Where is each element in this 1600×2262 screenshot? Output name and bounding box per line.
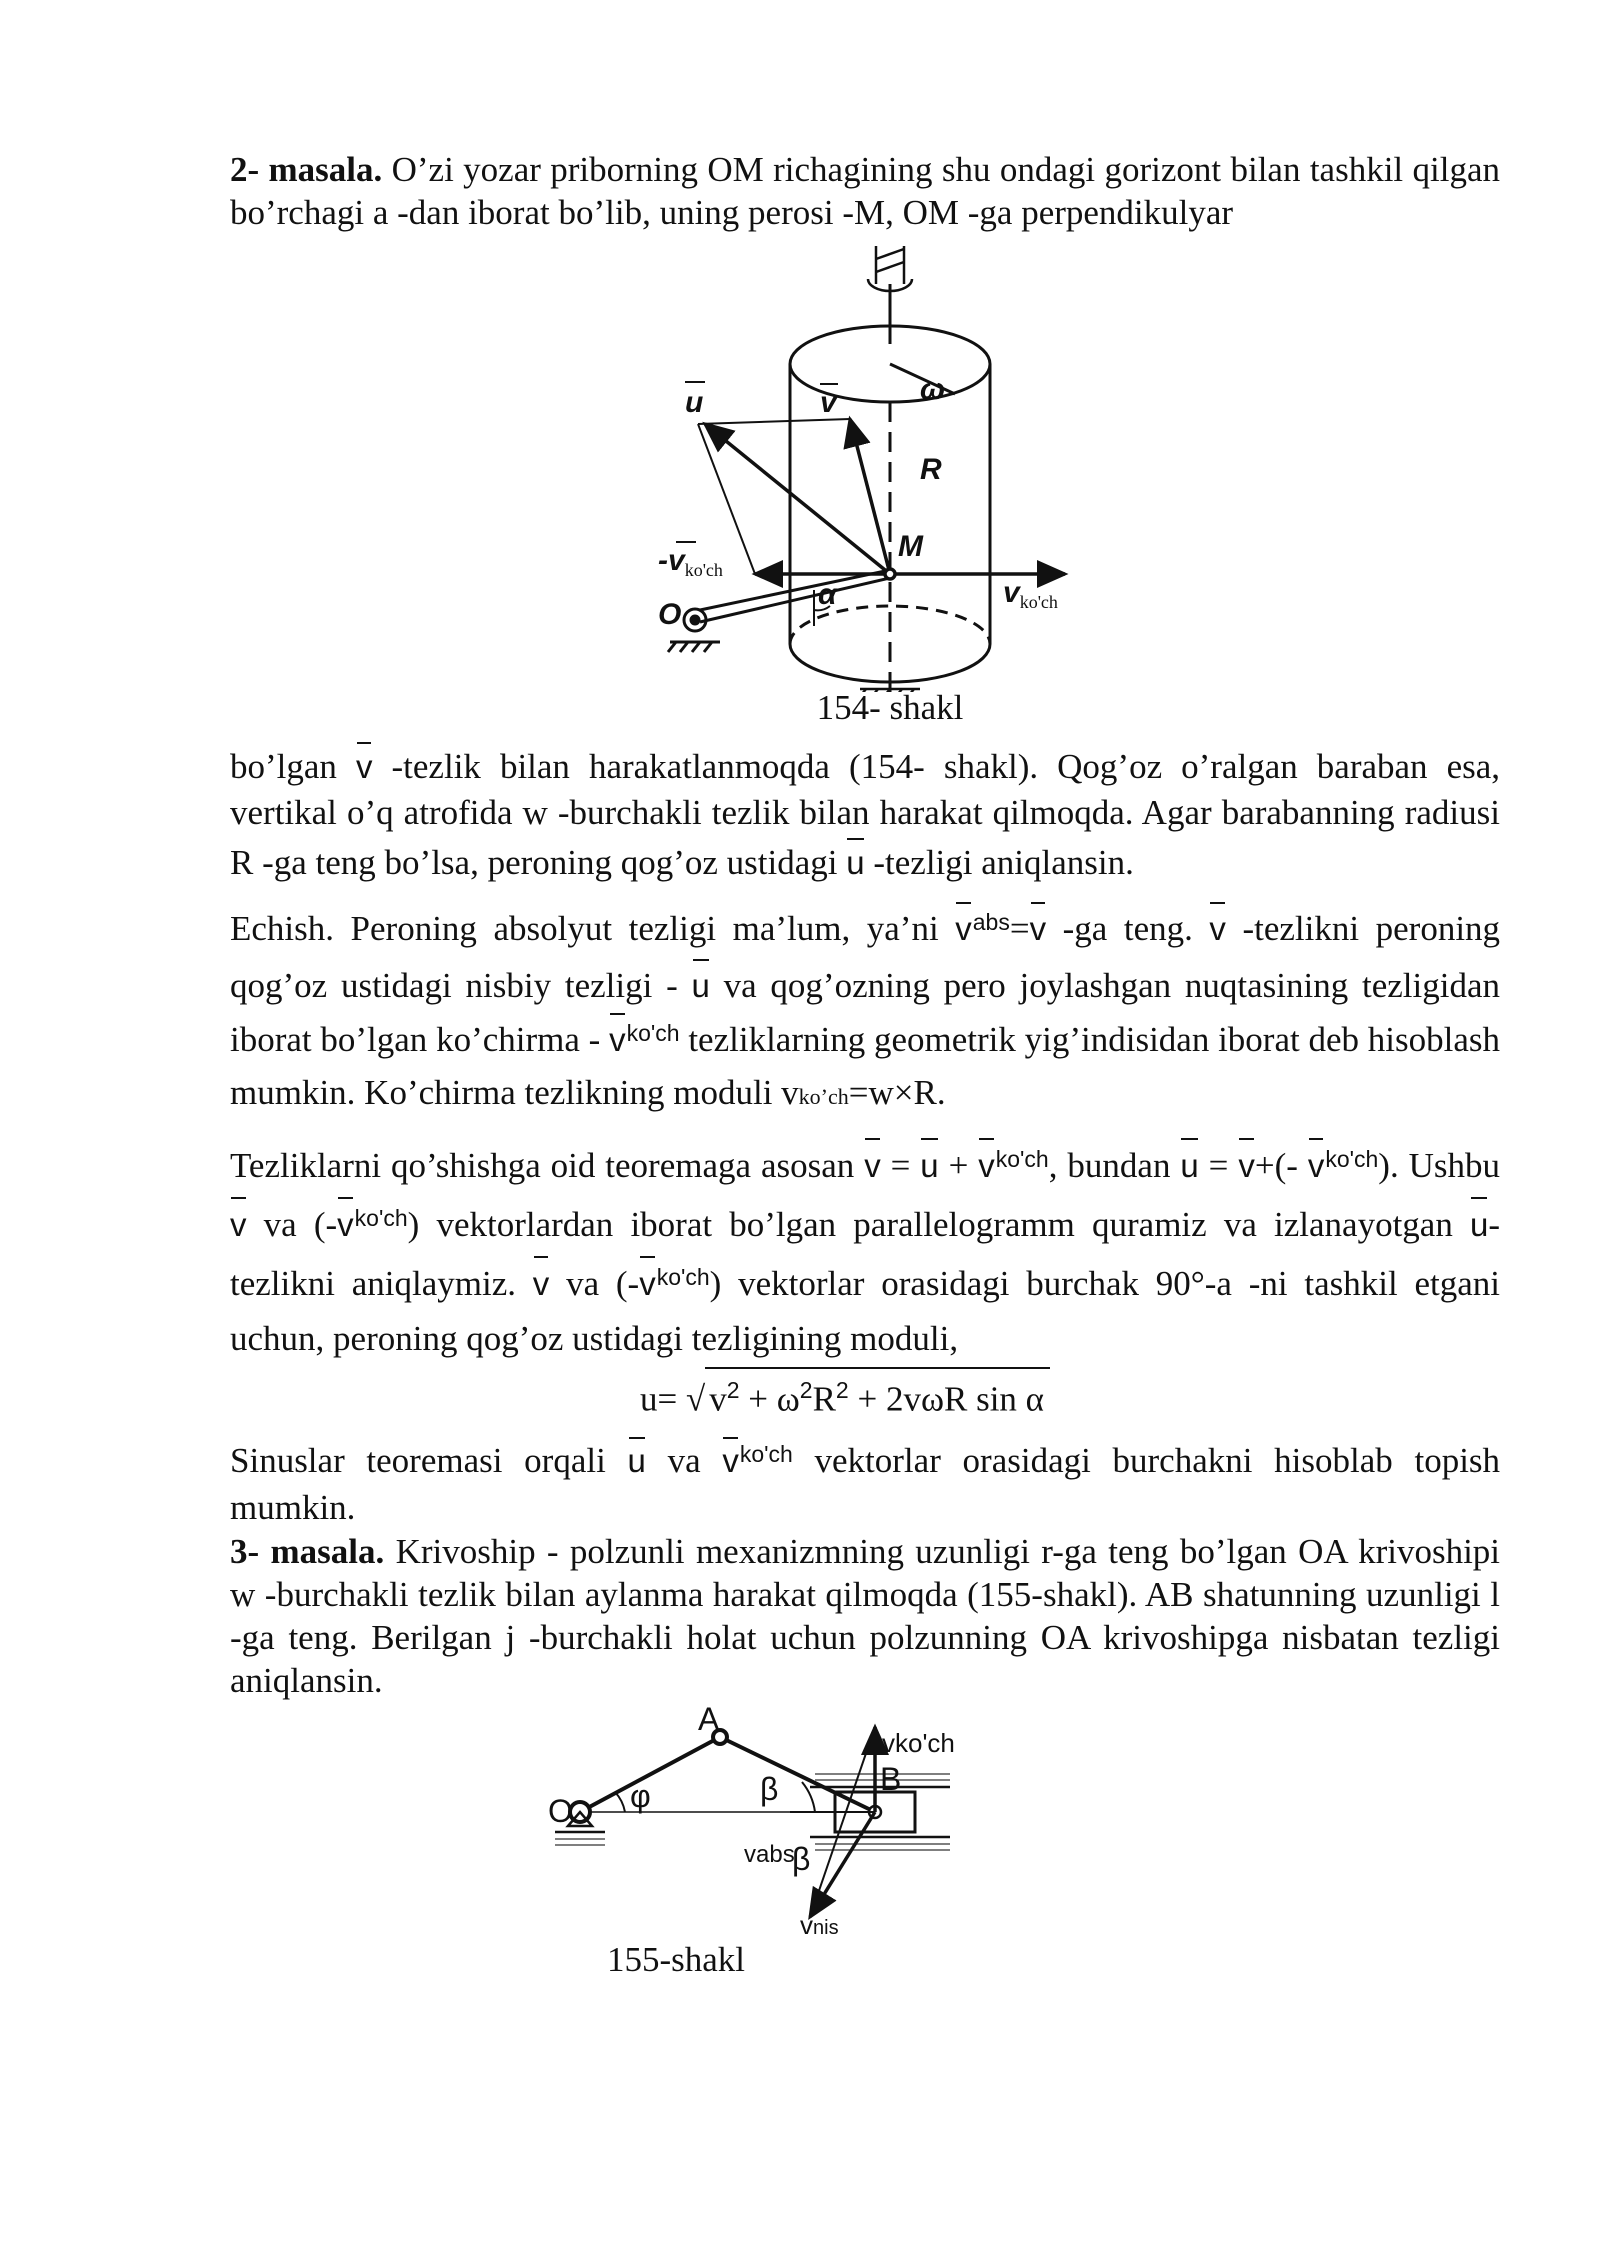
text: -ga teng. <box>1062 909 1193 948</box>
text: -tezlikni aniqlaymiz. <box>230 1205 1500 1303</box>
text: va qog’ozning pero joylashgan nuqtasining tezligidan iborat bo’lgan ko’chirma - <box>230 966 1501 1059</box>
label-R: R <box>920 453 942 486</box>
velocity-vectors-155 <box>790 1727 875 1917</box>
formula-exponent: 2 <box>726 1377 740 1403</box>
text: ) vektorlardan iborat bo’lgan parallelogramm quramiz va izlanayotgan <box>407 1205 1453 1244</box>
problem2-paragraph-1 <box>230 740 1500 886</box>
velocity-vectors <box>698 419 1065 579</box>
text: Tezliklarni qo’shishga oid teoremaga asosan <box>230 1146 855 1185</box>
subscript: ko'ch <box>1325 1146 1379 1172</box>
label-v-abs: vabs <box>744 1840 795 1868</box>
mechanism <box>568 1730 915 1832</box>
vector-v: v <box>1030 900 1047 954</box>
label-beta-1: β <box>760 1770 779 1807</box>
problem3-heading: 3- masala. <box>230 1531 385 1571</box>
label-phi: φ <box>630 1777 651 1814</box>
vector-u: u <box>1180 1136 1198 1192</box>
subscript: ko'ch <box>656 1264 710 1290</box>
document-page <box>230 148 1500 1982</box>
text: bo’lgan <box>230 747 337 786</box>
text: = <box>1208 1146 1229 1185</box>
velocity-formula: u= √ $v^2 + \omega^2R^2 + 2v\omega R$ sin α <box>190 1367 1500 1421</box>
vector-u: u <box>1470 1195 1488 1251</box>
text: va (- <box>566 1264 640 1303</box>
text: -tezlikni peroning qog’oz ustidagi nisbiy tezligi - <box>230 909 1501 1005</box>
vector-v: v <box>864 1136 881 1192</box>
vector-v: v <box>722 1435 739 1483</box>
problem2-paragraph-3 <box>230 1136 1500 1365</box>
subscript: ko'ch <box>354 1205 408 1231</box>
text: -tezlik bilan harakatlanmoqda (154- shakl). Qog’oz o’ralgan baraban esa, vertikal o’q atrofida w -burchakli tezlik bilan harakat qilmoqda. Agar barabanning radiusi R -ga teng bo’lsa, peroning qog’oz ustidagi <box>230 747 1501 882</box>
label-M: M <box>898 530 923 563</box>
text: ). Ushbu <box>1378 1146 1501 1185</box>
subscript: ko'ch <box>626 1020 680 1046</box>
text: ) vektorlar orasidagi burchak 90°-a -ni tashkil etgani uchun, peroning qog’oz ustidagi tezligining moduli, <box>230 1264 1501 1358</box>
formula-exponent: 2 <box>835 1377 849 1403</box>
subscript: ko’ch <box>798 1084 849 1109</box>
vector-v: v <box>337 1195 354 1251</box>
figure-154-overbars <box>676 382 1021 574</box>
text: , bundan <box>1048 1146 1171 1185</box>
label-v-kooch: vko'ch <box>882 1727 955 1758</box>
label-u: u <box>685 386 704 419</box>
label-alpha: α <box>818 578 837 611</box>
label-v-nis: vnis <box>800 1909 839 1940</box>
text: = <box>890 1146 911 1185</box>
figure-154-caption: 154- shakl <box>816 688 964 727</box>
label-A: A <box>698 1701 720 1737</box>
vector-v: v <box>356 740 373 790</box>
label-v-kooch: $v_{ko'ch}$ <box>1003 576 1058 612</box>
text: va (- <box>263 1205 338 1244</box>
text: +(- <box>1254 1146 1298 1185</box>
formula-radicand <box>705 1367 1050 1421</box>
formula-lhs: u= <box>639 1379 678 1419</box>
vector-v: v <box>1238 1136 1255 1192</box>
label-v: v <box>820 386 837 419</box>
vector-v: v <box>1209 900 1226 954</box>
drum <box>790 284 990 692</box>
figure-154 <box>230 234 1500 730</box>
text: va <box>667 1440 701 1480</box>
vector-v: v <box>609 1011 626 1065</box>
figure-154-labels <box>658 373 1058 631</box>
label-neg-v-kooch: $-v_{ko'ch}$ <box>658 544 723 580</box>
label-B: B <box>880 1760 902 1797</box>
text: =w×R. <box>848 1073 946 1112</box>
text: = <box>1009 909 1030 948</box>
problem2-paragraph-2 <box>230 900 1500 1122</box>
subscript: ko'ch <box>739 1440 793 1467</box>
text: -tezligi aniqlansin. <box>873 843 1134 882</box>
label-omega: ω <box>920 373 946 406</box>
formula-part: R <box>812 1379 836 1419</box>
label-beta-2: β <box>792 1840 811 1877</box>
problem2-intro-text: O’zi yozar priborning OM richagining shu ondagi gorizont bilan tashkil qilgan bo’rchagi a -dan iborat bo’lib, uning perosi -M, OM -ga perpendikulyar <box>230 150 1500 232</box>
problem3-body: Krivoship - polzunli mexanizmning uzunligi r-ga teng bo’lgan OA krivoshipi w -burchakli tezlik bilan aylanma harakat qilmoqda (155-shakl). AB shatunning uzunligi l -ga teng. Berilgan j -burchakli holat uchun polzunning OA krivoshipga nisbatan tezligi aniqlansin. <box>230 1531 1501 1700</box>
label-O: O <box>548 1792 573 1829</box>
vector-u: u <box>628 1435 646 1483</box>
vector-v: v <box>230 1195 247 1251</box>
vector-u: u <box>692 957 710 1011</box>
vector-v: v <box>978 1136 995 1192</box>
text: + <box>948 1146 969 1185</box>
figure-155-drawing <box>230 1702 1500 1942</box>
text: Echish. Peroning absolyut tezligi ma’lum, ya’ni <box>230 909 939 948</box>
problem2-heading: 2- masala. <box>230 150 383 189</box>
formula-part: + ω <box>739 1379 800 1419</box>
formula-exponent: 2 <box>799 1377 813 1403</box>
problem3-text <box>230 1530 1500 1702</box>
problem2-intro <box>230 148 1500 234</box>
figure-155-caption: 155-shakl <box>606 1939 745 1979</box>
vector-u: u <box>920 1136 938 1192</box>
vector-v: v <box>533 1254 550 1310</box>
text: Sinuslar teoremasi orqali <box>230 1440 606 1480</box>
problem2-paragraph-4 <box>230 1435 1500 1530</box>
text: tezliklarning geometrik yig’indisidan iborat deb hisoblash mumkin. Ko’chirma tezlikning moduli v <box>230 1020 1500 1112</box>
text: vektorlar orasidagi burchakni hisoblab topish mumkin. <box>230 1440 1501 1527</box>
figure-155 <box>230 1702 1500 1982</box>
vector-u: u <box>846 836 864 886</box>
vector-v: v <box>1308 1136 1325 1192</box>
subscript: ko'ch <box>995 1146 1049 1172</box>
formula-part: v <box>709 1379 727 1419</box>
subscript: abs <box>972 909 1010 935</box>
label-O: O <box>658 598 682 631</box>
lever-om <box>668 570 890 652</box>
vector-v: v <box>955 900 972 954</box>
formula-part: + 2vωR sin α <box>848 1379 1045 1419</box>
figure-155-labels <box>548 1702 955 1940</box>
figure-154-drawing <box>230 234 1500 692</box>
vector-v: v <box>639 1254 656 1310</box>
